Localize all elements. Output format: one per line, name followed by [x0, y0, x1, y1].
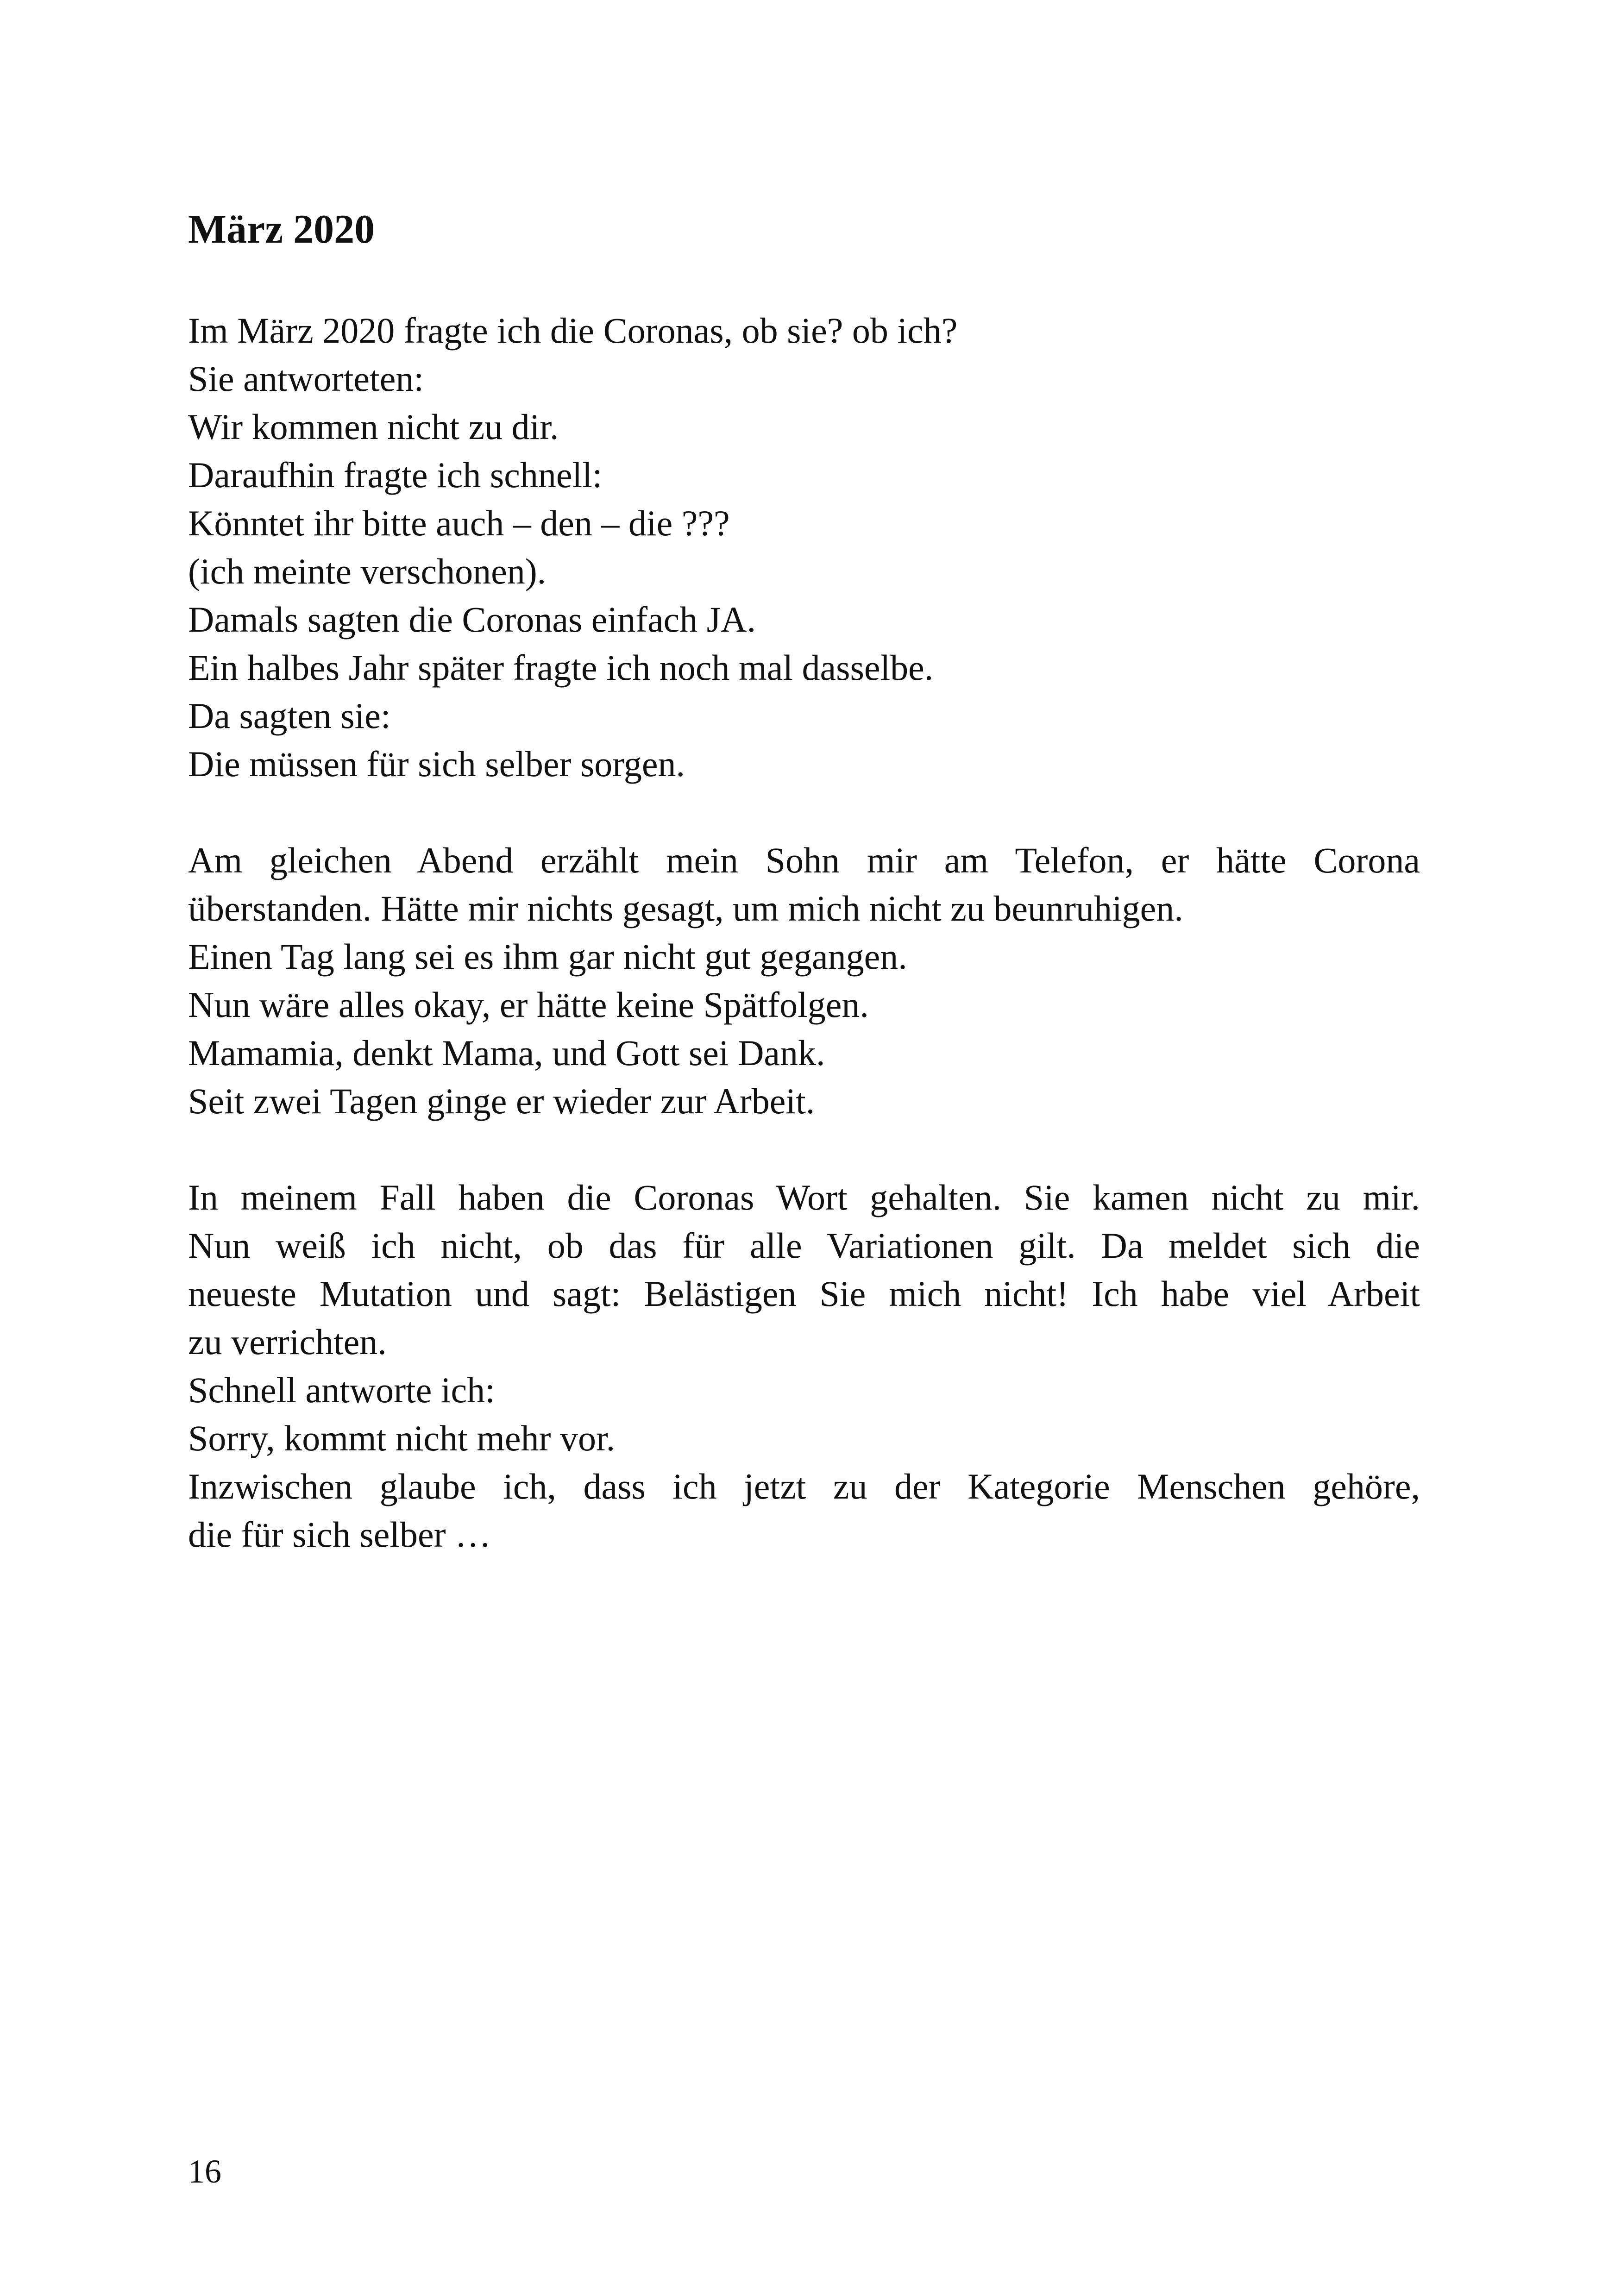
text-line: zu verrichten.	[188, 1322, 387, 1362]
text-line: Daraufhin fragte ich schnell:	[188, 455, 603, 495]
text-line: die für sich selber …	[188, 1514, 491, 1555]
text-line: Nun wäre alles okay, er hätte keine Spätfolgen.	[188, 985, 869, 1025]
text-line: In meinem Fall haben die Coronas Wort gehalten. Sie kamen nicht zu mir.	[188, 1177, 1420, 1217]
text-line: Nun weiß ich nicht, ob das für alle Variationen gilt. Da meldet sich die	[188, 1225, 1420, 1266]
text-line: Sie antworteten:	[188, 358, 424, 399]
text-line: Am gleichen Abend erzählt mein Sohn mir am Telefon, er hätte Corona	[188, 840, 1420, 880]
text-line: Mamamia, denkt Mama, und Gott sei Dank.	[188, 1033, 825, 1073]
text-line: überstanden. Hätte mir nichts gesagt, um mich nicht zu beunruhigen.	[188, 888, 1183, 928]
text-line: Da sagten sie:	[188, 696, 391, 736]
text-line: Seit zwei Tagen ginge er wieder zur Arbeit.	[188, 1081, 815, 1121]
text-line: Schnell antworte ich:	[188, 1370, 495, 1410]
text-line: Könntet ihr bitte auch – den – die ???	[188, 503, 730, 543]
text-line: neueste Mutation und sagt: Belästigen Sie mich nicht! Ich habe viel Arbeit	[188, 1273, 1420, 1314]
text-line: Ein halbes Jahr später fragte ich noch mal dasselbe.	[188, 647, 934, 688]
text-line: Die müssen für sich selber sorgen.	[188, 744, 685, 784]
text-line: Inzwischen glaube ich, dass ich jetzt zu der Kategorie Menschen gehöre,	[188, 1466, 1420, 1506]
text-line: Einen Tag lang sei es ihm gar nicht gut gegangen.	[188, 936, 907, 977]
chapter-title: März 2020	[188, 207, 375, 252]
text-line: (ich meinte verschonen).	[188, 551, 547, 591]
text-line: Wir kommen nicht zu dir.	[188, 407, 559, 447]
paragraph-1	[188, 307, 1420, 788]
text-line: Sorry, kommt nicht mehr vor.	[188, 1418, 616, 1458]
text-line: Damals sagten die Coronas einfach JA.	[188, 599, 756, 640]
paragraph-3	[188, 1173, 1420, 1559]
text-line: Im März 2020 fragte ich die Coronas, ob sie? ob ich?	[188, 310, 958, 351]
paragraph-2	[188, 836, 1420, 1125]
page-number: 16	[188, 2153, 221, 2190]
page-content	[188, 204, 1420, 1607]
